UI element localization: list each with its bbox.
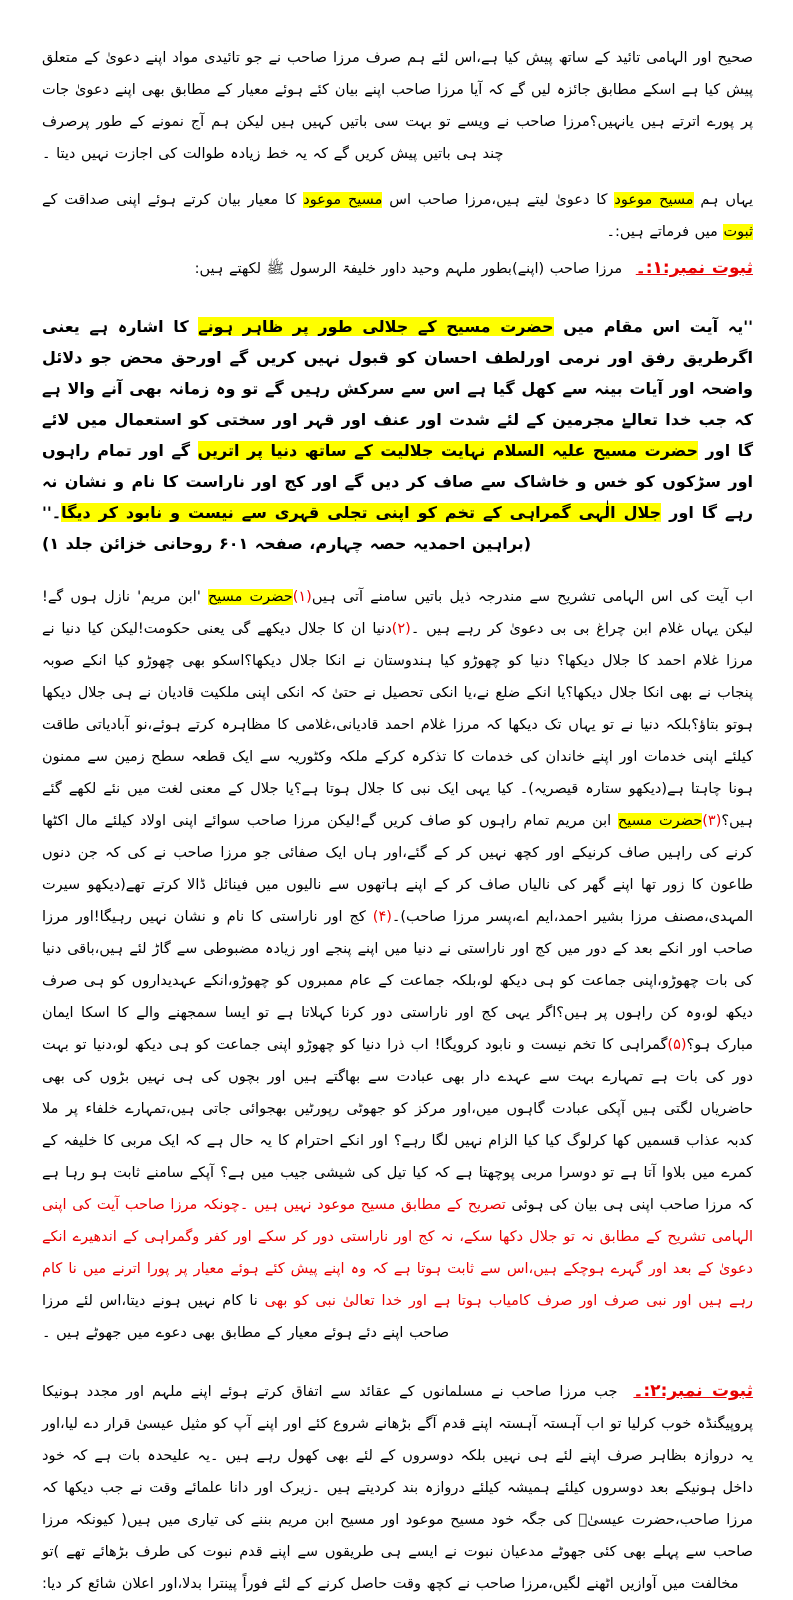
proof-2-heading: ثبوت نمبر:۲:۔ — [633, 1381, 754, 1401]
highlighted-text: حضرت مسیح علیہ السلام نہایت جلالیت کے ساتھ دنیا پر اتریں — [197, 441, 699, 460]
red-emphasis-text: (۳) — [702, 813, 722, 829]
highlighted-text: جلال الٰہی گمراہی کے تخم کو اپنی تجلی قہری سے نیست و نابود کر دیگا — [61, 503, 662, 522]
highlighted-text: مسیح موعود — [614, 192, 694, 208]
proof-1-lead-line — [42, 252, 753, 285]
text-segment: 'ابن مریم' نازل ہوں گے!لیکن یہاں غلام ابن چراغ بی بی دعویٰ کر رہے ہیں ۔ — [42, 589, 753, 637]
proof-2-paragraph — [42, 1375, 753, 1600]
highlighted-text: حضرت مسیح کے جلالی طور پر ظاہر ہونے — [198, 317, 554, 336]
text-segment: گمراہی کا تخم نیست و نابود کرویگا! اب ذرا دنیا کو چھوڑو اپنی جماعت کو ہی دیکھ لو،دنیا تو بہت دور کی بات ہے تمہارے بہت سے عہدے دار بھی عبادت سے بھاگتے ہیں اور بچوں کی ہی نہیں بڑوں کی بھی حاضریاں لگتی ہیں آپکی عبادت گاہوں میں،اور مرکز کو جھوٹی رپورٹیں بھجوائی جاتی ہیں،تمہارے خلفاء پر ملا کدبہ عذاب قسمیں کھا کرلوگ کیا کیا الزام نہیں لگا رہے؟ اور انکے احترام کا یہ حال ہے کہ ایک مربی کا خلیفہ کے کمرے میں بلاوا آتا ہے تو دوسرا مربی پوچھتا ہے کہ کیا تیل کی شیشی جیب میں ہے؟ آپکے سامنے ثابت ہو رہا ہے کہ مرزا صاحب اپنی ہی بیان کی ہوئی — [42, 1037, 754, 1213]
text-segment: ۔'' (براہین احمدیہ حصہ چہارم، صفحہ ۶۰۱ روحانی خزائن جلد ۱) — [42, 503, 531, 553]
red-emphasis-text: تصریح کے مطابق مسیح موعود نہیں ہیں ۔چونکہ مرزا صاحب آیت کی اپنی الہامی تشریح کے مطابق نہ تو جلال دکھا سکے، نہ کج اور ناراستی دور کر سکے اور کفر وگمراہی کے اندھیرے انکے دعویٰ کے بعد اور گہرے ہوچکے ہیں،اس سے ثابت ہوتا ہے کہ وہ اپنے پیش کئے ہوئے معیار پر پورا اترنے میں نا کام رہے ہیں اور نبی صرف اور صرف کامیاب ہوتا ہے اور خدا تعالیٰ نبی کو بھی — [42, 1197, 754, 1309]
red-emphasis-text: (۵) — [667, 1037, 687, 1053]
red-emphasis-text: (۲) — [391, 621, 411, 637]
text-segment: ''یہ آیت اس مقام میں — [553, 317, 754, 336]
proof-1-heading: ثبوت نمبر:۱:۔ — [635, 258, 753, 278]
text-segment: یہاں ہم — [693, 192, 754, 208]
text-segment: گے اور تمام راہوں اور سڑکوں کو خس و خاشاک سے صاف کر دیں گے اور کج اور ناراست کا نام و نشان نہ رہے گا اور — [42, 441, 754, 522]
highlighted-text: حضرت مسیح — [207, 589, 293, 605]
text-segment: کا اشارہ ہے یعنی اگرطریق رفق اور نرمی اورلطف احسان کو قبول نہیں کریں گے اورحق محض جو دلائل واضحہ اور آیات بینہ سے کھل گیا ہے اس سے سرکش رہیں گے تو وہ زمانہ بھی آنے والا ہے کہ جب خدا تعالےٰ مجرمین کے لئے شدت اور عنف اور قہر اور سختی کو استعمال میں لائے گا اور — [42, 317, 754, 460]
text-segment: کا معیار بیان کرتے ہوئے اپنی صداقت کے — [42, 192, 304, 208]
highlighted-text: حضرت مسیح — [617, 813, 703, 829]
text-segment: اب آیت کی اس الہامی تشریح سے مندرجہ ذیل باتیں سامنے آتی ہیں — [311, 589, 753, 605]
proof-1-analysis — [42, 581, 753, 1349]
text-segment: نا کام نہیں ہونے دیتا،اس لئے مرزا صاحب اپنے دئے ہوئے معیار کے مطابق بھی دعوے میں جھوٹے ہیں ۔ — [42, 1293, 450, 1341]
red-emphasis-text: (۴) — [372, 909, 392, 925]
text-segment: ابن مریم تمام راہوں کو صاف کریں گے!لیکن مرزا صاحب سوائے اپنی اولاد کیلئے مال اکٹھا کرنے کی راہیں صاف کرنیکے اور کچھ نہیں کر کے گئے،اور ہاں ایک صفائی جو مرزا صاحب نے کی کہ جن دنوں طاعون کا زور تھا اپنے گھر کی نالیاں صاف کر کے اپنے ہاتھوں سے نالیوں میں فینائل ڈالا کرتے تھے(دیکھو سیرت المہدی،مصنف مرزا بشیر احمد،ایم اے،پسر مرزا صاحب)۔ — [42, 813, 753, 925]
text-segment: دنیا ان کا جلال دیکھے گی یعنی حکومت!لیکن کیا دنیا نے مرزا غلام احمد کا جلال دیکھا؟ دنیا کو چھوڑو کیا ہندوستان نے انکا جلال دیکھا؟اسکو بھی چھوڑو کیا انکے صوبہ پنجاب نے بھی انکا جلال دیکھا؟یا انکے ضلع نے،یا انکی تحصیل نے حتیٰ کہ انکی اپنی ملکیت قادیان نے ہی جلال دیکھا ہوتو بتاؤ؟بلکہ دنیا نے تو یہاں تک دیکھا کہ مرزا غلام احمد قادیانی،غلامی کا مظاہرہ کرتے ہوئے،نو آبادیاتی طاقت کیلئے اپنی خدمات اور اپنے خاندان کی خدمات کا تذکرہ کرکے ملکہ وکٹوریہ سے ایک قطعہ سطح زمین سے ممنون ہونا چاہتا ہے(دیکھو ستارہ قیصریہ)۔ کیا یہی ایک نبی کا جلال ہوتا ہے؟یا جلال کے معنی لغت میں نئے لکھے گئے ہیں؟ — [42, 621, 753, 829]
text-segment: کا دعویٰ لیتے ہیں،مرزا صاحب اس — [382, 192, 615, 208]
claim-paragraph — [42, 184, 753, 248]
highlighted-text: ثبوت — [723, 224, 753, 240]
intro-paragraph: صحیح اور الہامی تائید کے ساتھ پیش کیا ہے،اس لئے ہم صرف مرزا صاحب نے جو تائیدی مواد اپنے دعویٰ کے متعلق پیش کیا ہے اسکے مطابق جائزہ لیں گے کہ آیا مرزا صاحب اپنے بیان کئے ہوئے معیار کے مطابق بھی اپنے دعویٰ جات پر پورے اترتے ہیں یانہیں؟مرزا صاحب نے ویسے تو بہت سی باتیں کہیں ہیں لیکن ہم آج نمونے کے طور پرصرف چند ہی باتیں پیش کریں گے کہ یہ خط زیادہ طوالت کی اجازت نہیں دیتا ۔ — [42, 50, 753, 162]
proof-1-lead-text: مرزا صاحب (اپنے)بطور ملہم وحید داور خلیفۃ الرسول ﷺ لکھتے ہیں: — [194, 261, 623, 277]
text-segment: کج اور ناراستی کا نام و نشان نہیں رہیگا!اور مرزا صاحب اور انکے بعد کے دور میں کج اور ناراستی نے دنیا میں اپنے پنجے اور زیادہ مضبوطی سے گاڑ لئے ہیں،باقی دنیا کی بات چھوڑو،اپنی جماعت کو ہی دیکھ لو،بلکہ جماعت کے عام ممبروں کو چھوڑو،انکے عہدیداروں کو ہی صرف دیکھ لو،وہ کن راہوں پر ہیں؟اگر یہی کج اور ناراستی دور کرنا کہلاتا ہے تو ایسا سمجھنے والے کا اسکا ایمان مبارک ہو؟ — [42, 909, 753, 1053]
proof-1-quote — [42, 311, 753, 559]
red-emphasis-text: (۱) — [292, 589, 312, 605]
text-segment: میں فرماتے ہیں:۔ — [606, 224, 724, 240]
proof-2-body-text: جب مرزا صاحب نے مسلمانوں کے عقائد سے اتفاق کرتے ہوئے اپنے ملہم اور مجدد ہونیکا پروپیگنڈہ خوب کرلیا تو اب آہستہ آہستہ اپنے قدم آگے بڑھانے شروع کئے اور اپنے آپ کو مثیل عیسیٰ قرار دے لیا،اور یہ دروازہ بظاہر صرف اپنے لئے ہی نہیں بلکہ دوسروں کے لئے بھی کھول رہے ہیں ۔یہ علیحدہ بات ہے کہ خود داخل ہونیکے بعد دوسروں کیلئے ہمیشہ کیلئے دروازہ بند کردیتے ہیں ۔زیرک اور دانا علمائے وقت نے جب دیکھا کہ مرزا صاحب،حضرت عیسیٰؑ کی جگہ خود مسیح موعود اور مسیح ابن مریم بننے کی تیاری میں ہیں( کیونکہ مرزا صاحب سے پہلے بھی کئی جھوٹے مدعیان نبوت نے ایسے ہی طریقوں سے اپنے قدم نبوت کی طرف بڑھائے تھے )تو مخالفت میں آوازیں اٹھنے لگیں،مرزا صاحب نے کچھ وقت حاصل کرنے کے لئے فوراً پینترا بدلا،اور اعلان شائع کر دیا: — [42, 1384, 753, 1592]
highlighted-text: مسیح موعود — [303, 192, 383, 208]
